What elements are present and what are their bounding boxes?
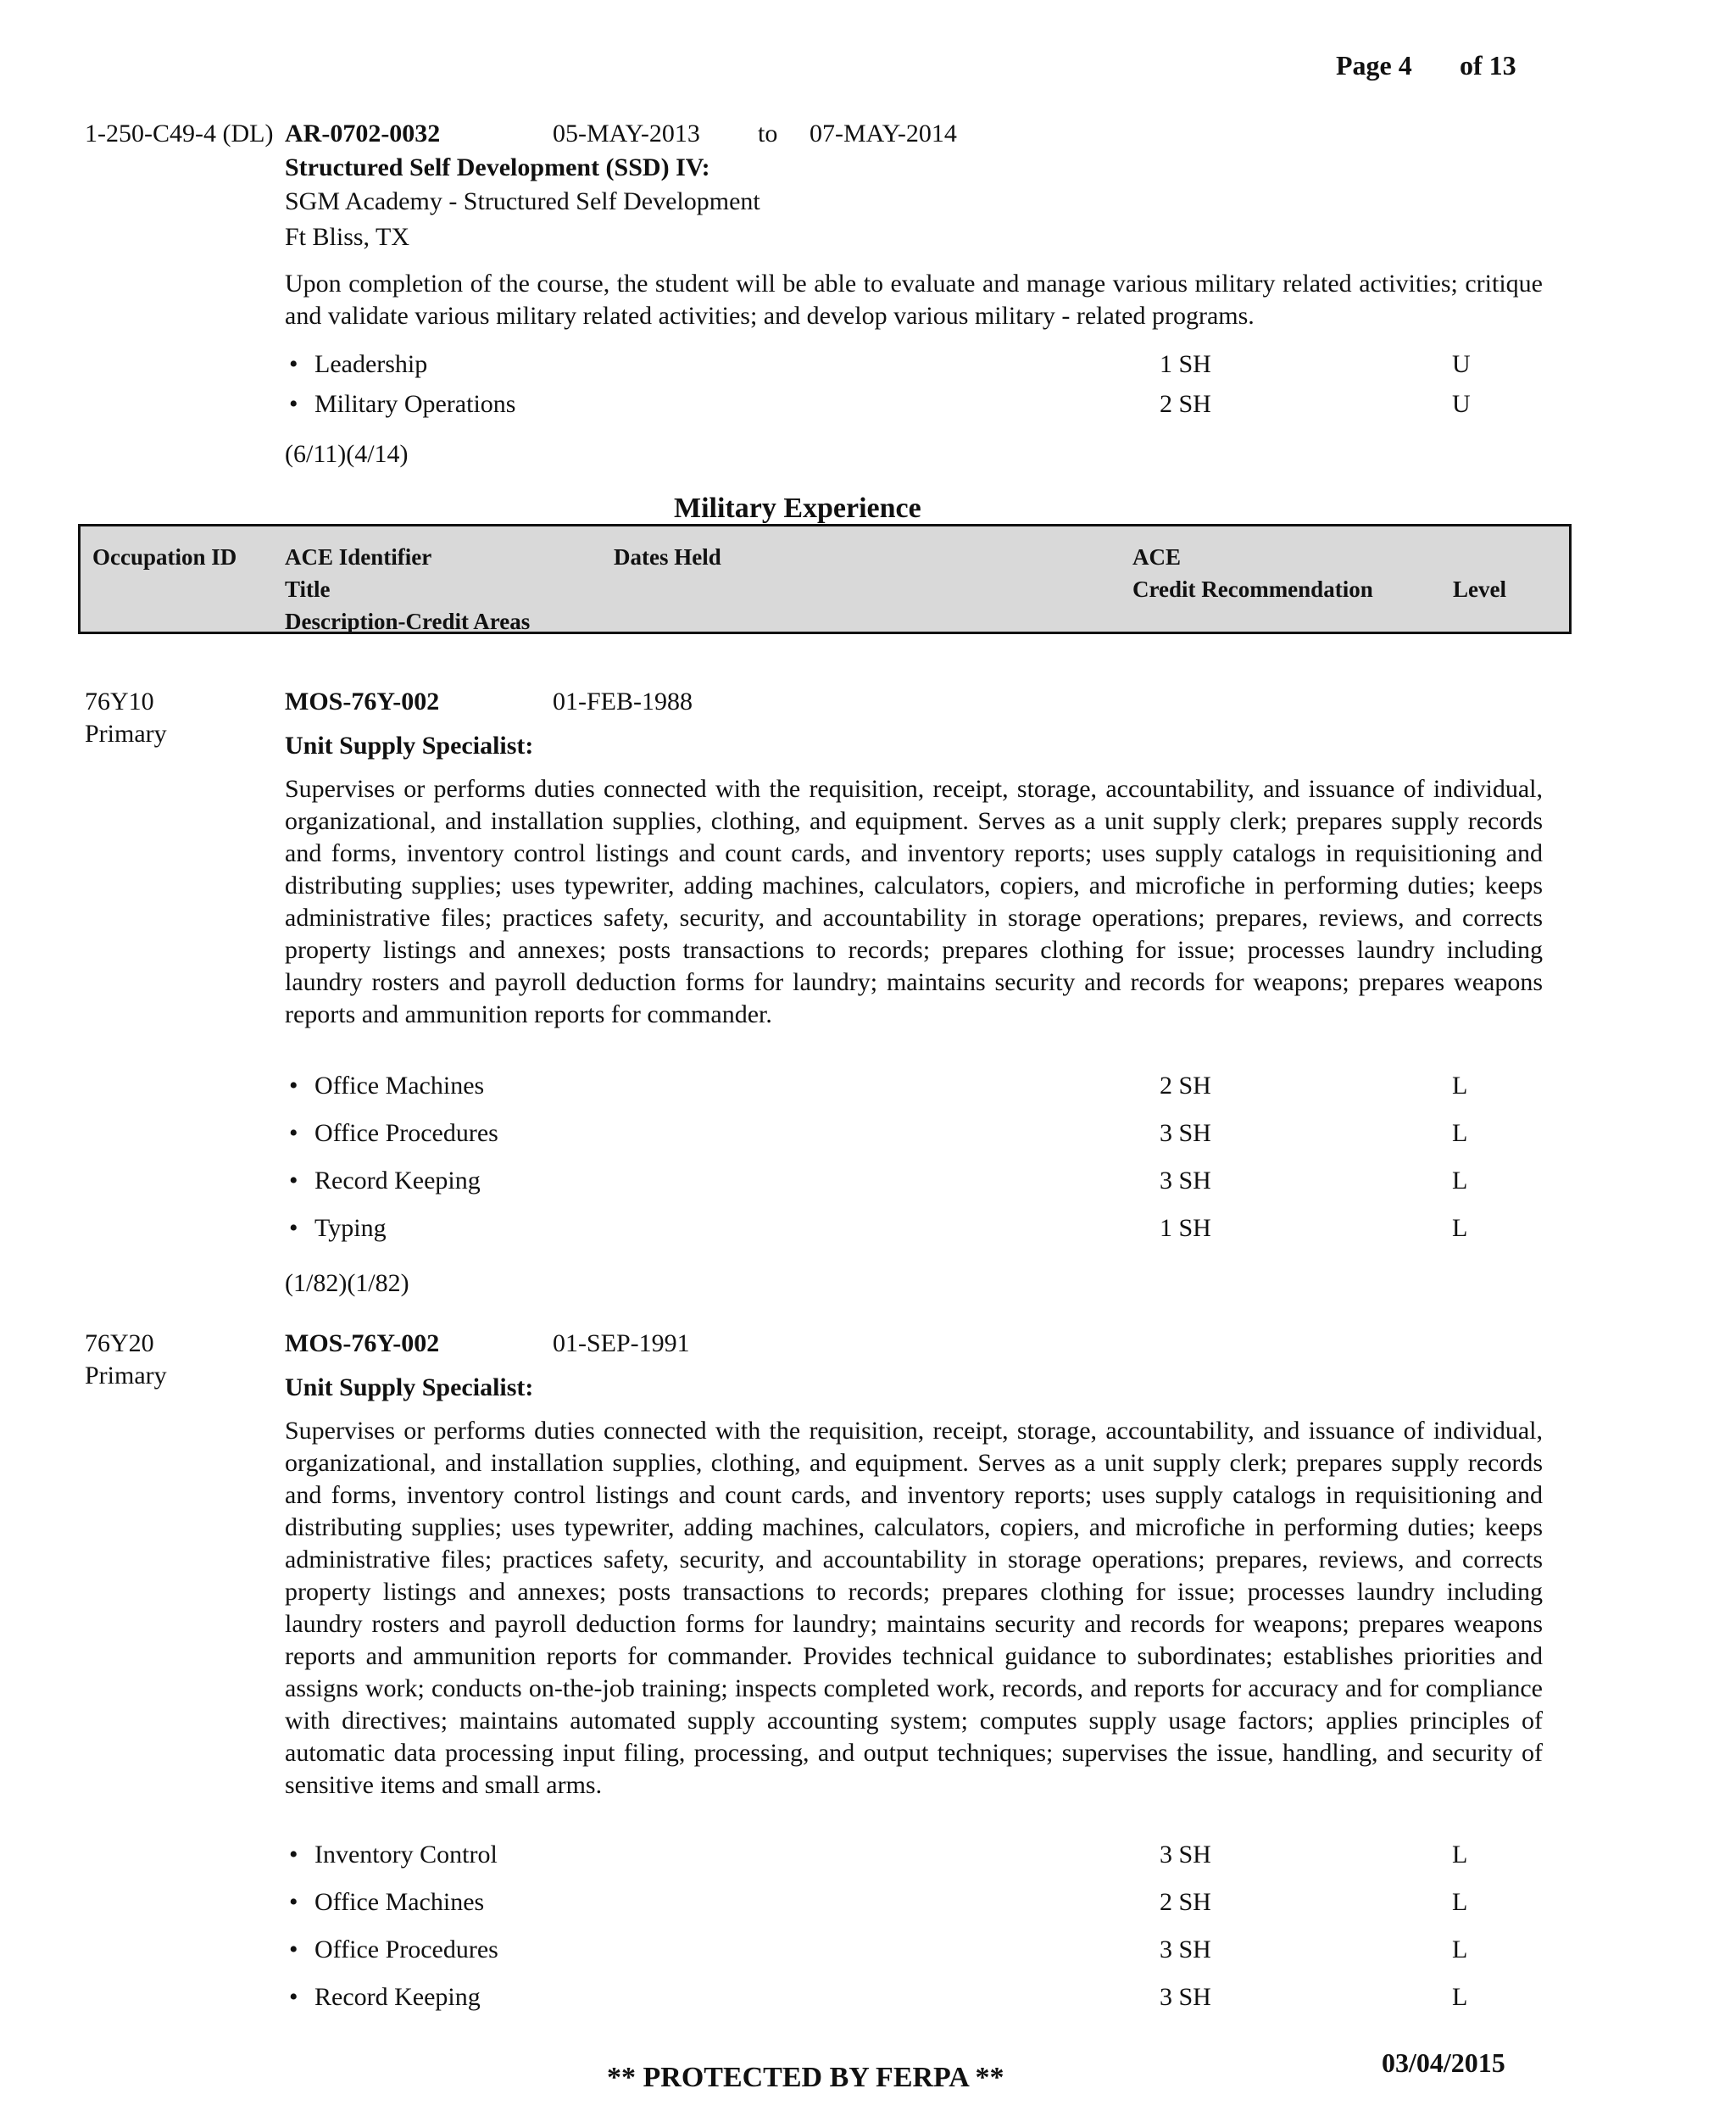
header-level: Level (1453, 576, 1506, 602)
occupation-type: Primary (85, 720, 167, 748)
footer-date: 03/04/2015 (1382, 2047, 1505, 2078)
credit-hours: 1 SH (1160, 350, 1211, 378)
entry-date: 01-FEB-1988 (553, 688, 693, 716)
course-date-to: 07-MAY-2014 (810, 120, 957, 148)
credit-hours: 3 SH (1160, 1119, 1211, 1147)
header-description: Description-Credit Areas (285, 609, 531, 634)
credit-level: L (1452, 1167, 1468, 1195)
course-description: Upon completion of the course, the student will be able to evaluate and manage various military related activities; critique and validate various military related activities; and develop various military - related programs. (285, 270, 1543, 330)
entry-title: Unit Supply Specialist: (285, 732, 534, 760)
occupation-id: 76Y10 (85, 688, 154, 716)
credit-hours: 2 SH (1160, 1072, 1211, 1100)
header-ace-identifier: ACE Identifier (285, 544, 432, 570)
credit-level: L (1452, 1983, 1468, 2011)
credit-level: U (1452, 350, 1471, 378)
ferpa-notice: ** PROTECTED BY FERPA ** (607, 2062, 1004, 2093)
credit-level: L (1452, 1935, 1468, 1963)
course-ace-id: AR-0702-0032 (285, 120, 441, 148)
course-school: SGM Academy - Structured Self Development (285, 187, 760, 215)
credit-level: L (1452, 1119, 1468, 1147)
entry-description: Supervises or performs duties connected with the requisition, receipt, storage, accountability, and issuance of individual, organizational, and installation supplies, clothing, and equipment. Serves as a unit supply clerk; prepares supply records and forms, inventory control listings and count cards, and inventory reports; uses supply catalogs in requisitioning and distributing supplies; uses typewriter, adding machines, calculators, copiers, and microfiche in performing duties; keeps administrative files; practices safety, security, and accountability in storage operations; prepares, reviews, and corrects property listings and annexes; posts transactions to records; prepares clothing for issue; processes laundry including laundry rosters and payroll deduction forms for laundry; maintains security and records for weapons; prepares weapons reports and ammunition reports for commander. (285, 775, 1543, 1028)
occupation-id: 76Y20 (85, 1329, 154, 1357)
header-ace: ACE (1132, 544, 1182, 570)
entry-ace-id: MOS-76Y-002 (285, 688, 440, 716)
occupation-type: Primary (85, 1362, 167, 1390)
credit-area: • Typing (314, 1212, 387, 1245)
credit-level: U (1452, 390, 1471, 418)
credit-hours: 2 SH (1160, 1888, 1211, 1916)
credit-area: • Office Procedures (314, 1934, 498, 1966)
credit-area: • Leadership (314, 348, 427, 381)
entry-ace-id: MOS-76Y-002 (285, 1329, 440, 1357)
entry-description: Supervises or performs duties connected with the requisition, receipt, storage, accountability, and issuance of individual, organizational, and installation supplies, clothing, and equipment. Serves as a unit supply clerk; prepares supply records and forms, inventory control listings and count cards, and inventory reports; uses supply catalogs in requisitioning and distributing supplies; uses typewriter, adding machines, calculators, copiers, and microfiche in performing duties; keeps administrative files; practices safety, security, and accountability in storage operations; prepares, reviews, and corrects property listings and annexes; posts transactions to records; prepares clothing for issue; processes laundry including laundry rosters and payroll deduction forms for laundry; maintains security and records for weapons; prepares weapons reports and ammunition reports for commander. Provides technical guidance to subordinates; establishes priorities and assigns work; conducts on-the-job training; inspects completed work, records, and reports for accuracy and for compliance with directives; maintains automated supply accounting system; computes supply usage factors; applies principles of automatic data processing input filing, processing, and output techniques; supervises the issue, handling, and security of sensitive items and small arms. (285, 1417, 1543, 1799)
course-title: Structured Self Development (SSD) IV: (285, 153, 710, 181)
section-title: Military Experience (674, 493, 921, 524)
credit-hours: 3 SH (1160, 1935, 1211, 1963)
credit-area: • Record Keeping (314, 1981, 481, 2013)
page-number: Page 4 (1336, 50, 1412, 81)
course-id: 1-250-C49-4 (DL) (85, 120, 274, 148)
credit-level: L (1452, 1214, 1468, 1242)
credit-hours: 1 SH (1160, 1214, 1211, 1242)
entry-date: 01-SEP-1991 (553, 1329, 690, 1357)
credit-level: L (1452, 1072, 1468, 1100)
page-count: of 13 (1460, 50, 1516, 81)
course-location: Ft Bliss, TX (285, 223, 409, 251)
credit-area: • Military Operations (314, 388, 515, 421)
header-credit-recommendation: Credit Recommendation (1132, 576, 1373, 602)
credit-area: • Office Procedures (314, 1117, 498, 1150)
credit-hours: 3 SH (1160, 1167, 1211, 1195)
credit-area: • Inventory Control (314, 1839, 498, 1871)
credit-area: • Record Keeping (314, 1165, 481, 1197)
course-dates-note: (6/11)(4/14) (285, 440, 409, 468)
credit-hours: 3 SH (1160, 1841, 1211, 1869)
header-occupation-id: Occupation ID (92, 544, 237, 570)
credit-hours: 2 SH (1160, 390, 1211, 418)
table-header (78, 524, 1572, 634)
course-to-label: to (758, 120, 778, 148)
credit-hours: 3 SH (1160, 1983, 1211, 2011)
course-date-from: 05-MAY-2013 (553, 120, 700, 148)
entry-dates-note: (1/82)(1/82) (285, 1269, 409, 1297)
credit-level: L (1452, 1841, 1468, 1869)
credit-area: • Office Machines (314, 1070, 484, 1102)
header-title: Title (285, 576, 331, 602)
entry-title: Unit Supply Specialist: (285, 1373, 534, 1401)
credit-area: • Office Machines (314, 1886, 484, 1919)
credit-level: L (1452, 1888, 1468, 1916)
header-dates-held: Dates Held (614, 544, 721, 570)
